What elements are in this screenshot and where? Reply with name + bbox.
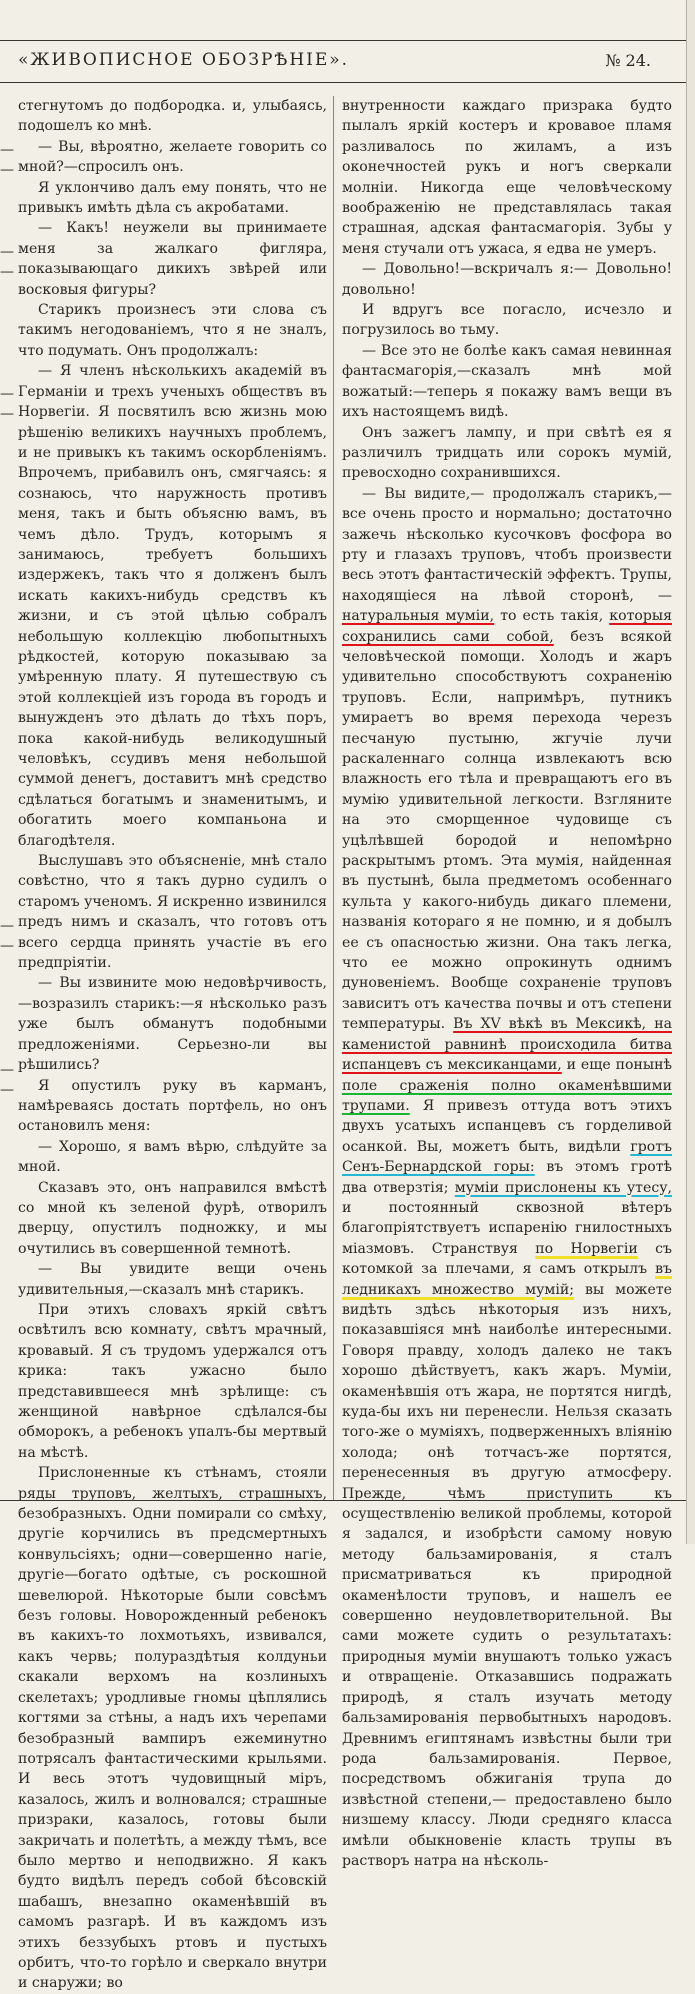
footer-rule [0,1500,695,1501]
paragraph: Сказавъ это, онъ направился вмѣстѣ со мной къ зеленой фурѣ, отворилъ дверцу, опустилъ подножку, и мы очутились въ совершенной темнотѣ. [18,1179,327,1257]
text-run: Я привезъ оттуда вотъ этихъ двухъ усатыхъ испанцевъ съ горделивой осанкой. Вы, можетъ быть, видѣли [342,1097,672,1155]
page-header [0,40,695,84]
paragraph: — Довольно!—вскричалъ я:— Довольно! довольно! [342,261,672,298]
margin-mark: — [0,938,14,954]
paragraph: И вдругъ все погасло, исчезло и погрузилось во тьму. [342,302,672,339]
margin-mark: — [0,1082,14,1098]
paragraph: Онъ зажегъ лампу, и при свѣтѣ ея я различилъ тридцать или сорокъ мумій, превосходно сохранившихся. [342,424,672,482]
left-column [18,96,327,1994]
paragraph: Выслушавъ это объясненіе, мнѣ стало совѣстно, что я такъ дурно судилъ о старомъ ученомъ. Я искренно извинился предъ нимъ и сказалъ, что готовъ отъ всего сердца принять участіе въ его предпріятіи. [18,853,327,972]
right-column [342,96,672,1871]
paragraph: Старикъ произнесъ эти слова съ такимъ негодованіемъ, что я не зналъ, что подумать. Онъ продолжалъ: [18,302,327,359]
highlight-blue: муміи прислонены къ утесу, [454,1179,672,1196]
text-run: и еще понынѣ [566,1057,672,1074]
left-margin-marks [0,96,12,1496]
text-run: въ этомъ гротѣ два отверзтія; [342,1159,672,1196]
paragraph: — Вы увидите вещи очень удивительныя,—сказалъ мнѣ старикъ. [18,1261,327,1298]
highlight-yellow: въ ледникахъ множество мумій; [342,1261,672,1298]
text-run: то есть такія, [500,608,604,625]
paragraph: — Все это не болѣе какъ самая невинная фантасмагорія,—сказалъ мнѣ мой вожатый:—теперь я покажу вамъ вещи въ ихъ настоящемъ видѣ. [342,342,672,421]
paragraph: Я опустилъ руку въ карманъ, намѣреваясь достать портфель, но онъ остановилъ меня: [18,1077,327,1135]
paragraph: — Я членъ нѣсколькихъ академій въ Германіи и трехъ ученыхъ обществъ въ Норвегіи. Я посвятилъ всю жизнь мою рѣшенію великихъ научныхъ проблемъ, и не привыкъ къ такимъ оскорбленіямъ. Впрочемъ, прибавилъ онъ, смягчаясь: я сознаюсь, что наружность противъ меня, такъ и быть объясню вамъ, въ чемъ дѣло. Трудъ, которымъ я занимаюсь, требуетъ большихъ издержекъ, такъ что я долженъ былъ искать какихъ-нибудь средствъ къ жизни, и съ этой цѣлью собралъ небольшую коллекцію любопытныхъ рѣдкостей, которую показываю за умѣренную плату. Я путешествую съ этой коллекціей изъ города въ городъ и вынужденъ это дѣлать до тѣхъ поръ, пока какой-нибудь великодушный человѣкъ, ссудивъ меня небольшой суммой денегъ, доставитъ мнѣ средство сдѣлаться богатымъ и знаменитымъ, и обогатить моего компаньона и благодѣтеля. [18,363,327,849]
header-bottom-rule [0,82,695,83]
margin-mark: — [0,918,14,934]
highlight-red: Въ XV вѣкѣ въ Мексикѣ, на каменистой равнинѣ происходила битва испанцевъ съ мексиканцами, [342,1016,673,1074]
margin-mark: — [0,264,14,280]
highlight-yellow: по Норвегіи [535,1240,638,1257]
highlight-blue: гротъ Сенъ-Бернардской горы: [342,1138,672,1176]
paragraph: стегнутомъ до подбородка. и, улыбаясь, подошелъ ко мнѣ. [18,98,327,135]
paragraph: — Какъ! неужели вы принимаете меня за жалкаго фигляра, показывающаго дикихъ звѣрей или восковыя фигуры? [18,220,327,298]
paragraph: При этихъ словахъ яркій свѣтъ освѣтилъ всю комнату, свѣтъ мрачный, кровавый. Я съ трудомъ удержался отъ крика: такъ ужасно было представившееся мнѣ зрѣлище: съ женщиной навѣрное сдѣлался-бы обморокъ, а ребенокъ упалъ-бы мертвый на мѣстѣ. [18,1301,327,1461]
column-divider [333,96,334,1500]
text-run: и постоянный сквозной вѣтеръ благопріятствуетъ испаренію гнилостныхъ міазмовъ. Странствуя [342,1199,672,1257]
text-run: съ котомкой за плечами, я самъ открылъ [342,1240,673,1278]
paragraph: — Вы извините мою недовѣрчивость,—возразилъ старикъ:—я нѣсколько разъ уже былъ обманутъ подобными предложеніями. Серьезно-ли вы рѣшились? [18,975,327,1074]
paragraph: внутренности каждаго призрака будто пылалъ яркій костеръ и кровавое пламя разливалось по жиламъ, а изъ оконечностей рукъ и ногъ сверкали молніи. Никогда еще человѣческому воображенію не представлялась такая страшная, адская фантасмагорія. Зубы у меня стучали отъ ужаса, я едва не умеръ. [342,98,672,257]
issue-number: № 24. [605,51,651,70]
paragraph: Прислоненные къ стѣнамъ, стояли ряды труповъ, желтыхъ, страшныхъ, безобразныхъ. Одни помирали со смѣху, другіе корчились въ предсмертныхъ конвульсіяхъ; одни—совершенно нагіе, другіе—богато одѣтые, съ роскошной шевелюрой. Нѣкоторые были совсѣмъ безъ головы. Новорожденный ребенокъ въ какихъ-то лохмотьяхъ, извивался, какъ червь; полураздѣтыя колдуньи скакали верхомъ на козлиныхъ скелетахъ; уродливые гномы цѣплялись когтями за стѣны, а надъ ихъ черепами безобразный вампиръ ежеминутно потрясалъ фантастическими крыльями. И весь этотъ чудовищный міръ, казалось, жилъ и волновался; страшные призраки, казалось, готовы были закричать и полетѣть, а между тѣмъ, все было мертво и неподвижно. Я какъ будто видѣлъ передъ собой бѣсовскій шабашъ, внезапно окаменѣвшій въ самомъ разгарѣ. И въ каждомъ изъ этихъ беззубыхъ ртовъ и пустыхъ орбитъ, что-то горѣло и сверкало внутри и снаружи; во [18,1465,327,1992]
margin-mark: — [0,406,14,422]
paragraph: — Вы, вѣроятно, желаете говорить со мной?—спросилъ онъ. [18,138,327,176]
highlight-red: которыя сохранились сами собой, [342,608,672,645]
margin-mark: — [0,1062,14,1078]
page-edge [686,0,695,1544]
margin-mark: — [0,162,14,178]
paragraph-with-highlights [342,484,672,1872]
margin-mark: — [0,244,14,260]
margin-mark: — [0,142,14,158]
text-run: вы можете видѣть здѣсь нѣкоторыя изъ нихъ, показавшіяся мнѣ наиболѣе интересными. Говоря правду, холодъ далеко не такъ хорошо дѣйствуетъ, какъ жаръ. Муміи, окаменѣвшія отъ жара, не портятся нигдѣ, куда-бы ихъ ни перенесли. Нельзя сказать того-же о муміяхъ, подверженныхъ вліянію холода; онѣ тотчасъ-же портятся, перенесенныя въ другую атмосферу. Прежде, чѣмъ приступить къ осуществленію великой проблемы, которой я задался, и изобрѣсти самому новую методу бальзамированія, я сталъ присматриваться къ природной окаменѣлости труповъ, и нашелъ ее совершенно неудовлетворительной. Вы сами можете судить о результатахъ: природныя муміи внушаютъ только ужасъ и отвращеніе. Отказавшись подражать природѣ, я сталъ изучать методу бальзамированія первобытныхъ народовъ. Древнимъ египтянамъ извѣстны были три рода бальзамированія. Первое, посредствомъ обжиганія трупа до извѣстной степени,— предоставлено было низшему классу. Люди средняго класса имѣли обыкновеніе класть трупы въ растворъ натра на нѣсколь- [342,1281,672,1869]
text-run: безъ всякой человѣческой помощи. Холодъ и жаръ удивительно способствуютъ сохраненію труповъ. Если, напримѣръ, путникъ умираетъ во время перехода черезъ песчаную пустыню, жгучіе лучи раскаленнаго солнца извлекаютъ всю влажность его тѣла и превращаютъ его въ мумію удивительной легкости. Взгляните на это сморщенное чудовище съ уцѣлѣвшей бородой и непомѣрно раскрытымъ ртомъ. Эта мумія, найденная въ пустынѣ, была предметомъ особеннаго культа у какого-нибудь дикаго племени, названія котораго я не помню, и я добылъ ее съ опасностью жизни. Она такъ легка, что ее можно опрокинуть однимъ дуновеніемъ. Вообще сохраненіе труповъ зависитъ отъ качества почвы и отъ степени температуры. [342,628,672,1033]
header-top-rule [0,40,695,41]
journal-title: «ЖИВОПИСНОЕ ОБОЗРѢНІЕ». [18,50,350,70]
paragraph: — Хорошо, я вамъ вѣрю, слѣдуйте за мной. [18,1138,327,1176]
paragraph: Я уклончиво далъ ему понять, что не привыкъ имѣть дѣла съ акробатами. [18,179,327,217]
margin-mark: — [0,386,14,402]
highlight-green: поле сраженія полно окаменѣвшими трупами. [342,1077,672,1114]
highlight-red: натуральныя муміи, [342,608,495,625]
text-run: — Вы видите,— продолжалъ старикъ,— все очень просто и нормально; достаточно зажечь нѣсколько кусочковъ фосфора во рту и глазахъ труповъ, чтобъ произвести весь этотъ фантастическій эффектъ. Трупы, находящіеся на лѣвой сторонѣ, — [342,485,672,604]
